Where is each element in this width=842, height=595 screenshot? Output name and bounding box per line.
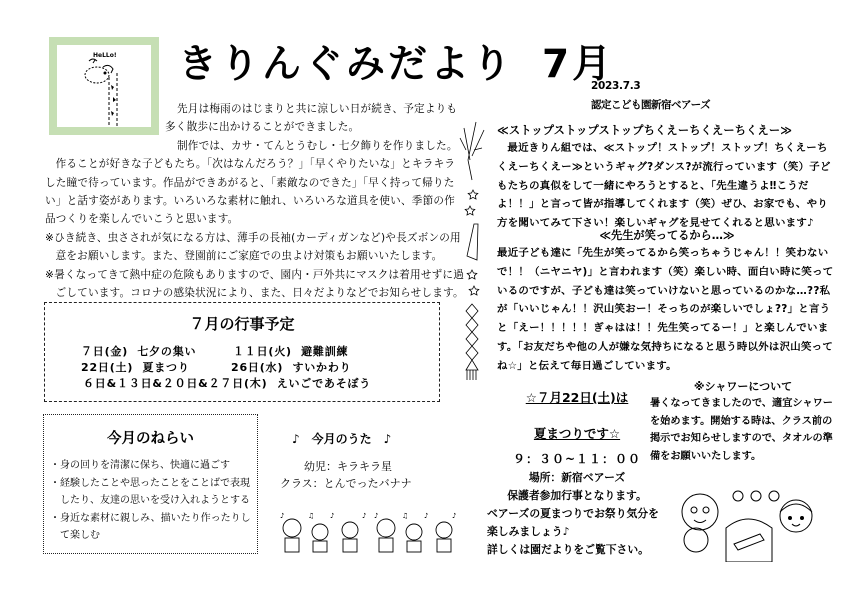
shower-notice	[650, 378, 836, 465]
event-item: １１日(火) 避難訓練	[233, 345, 349, 358]
festival-line: ベアーズの夏まつりでお祭り気分を	[487, 507, 659, 520]
svg-text:♪: ♪	[362, 512, 367, 520]
title-month: 7月	[542, 42, 615, 87]
festival-place: 場所：新宿ベアーズ	[528, 471, 626, 484]
tanabata-decoration	[458, 120, 488, 380]
festival-line: 楽しみましょう♪	[487, 525, 570, 538]
intro-note: ※ひき続き、虫さされが気になる方は、薄手の長袖(カーディガンなど)や長ズボンの用意をお願いします。また、登園前にご家庭での虫よけ対策もお願いいたします。	[45, 231, 461, 263]
event-item: 22日(土) 夏まつり	[81, 361, 190, 374]
intro-note: ※暑くなってきて熱中症の危険もありますので、園内・戸外共にマスクは着用せずに過ごしています。コロナの感染状況により、また、日々だよりなどでお知らせします。	[45, 268, 465, 300]
aim-item: ・ 身の回りを清潔に保ち、快適に過ごす	[50, 457, 255, 475]
summer-festival-notice	[487, 380, 667, 557]
children-singing-icon	[278, 510, 458, 554]
article-title: ≪ストップストップストップちくえーちくえーちくえー≫	[497, 124, 793, 137]
intro-line: 多く散歩に出かけることができました。	[165, 121, 360, 134]
svg-text:HeLLo!: HeLLo!	[93, 52, 117, 59]
children-festival-icon	[676, 488, 822, 562]
newsletter-title	[178, 40, 614, 90]
aim-item: ・ 経験したことや思ったことをことばで表現したり、友達の思いを受け入れようとする	[50, 475, 255, 510]
svg-text:♫: ♫	[402, 512, 409, 520]
intro-paragraph: 作ることが好きな子どもたち。「次はなんだろう？」「早くやりたいな」とキラキラした瞳で待っています。作品ができあがると、「素敵なのできた」「早く持って帰りたい」と話す姿があります。いろいろな素材に触れ、いろいろな道具を使い、季節の作品つくりを楽しんでいこうと思います。	[45, 158, 456, 226]
event-item: 26日(水) すいかわり	[231, 361, 352, 374]
festival-time: ９：３０~１１：００	[512, 452, 642, 466]
shower-body: 暑くなってきましたので、適宜シャワーを始めます。開始する時は、クラス前の掲示でお知らせしますので、タオルの準備をお願いいたします。	[650, 398, 833, 462]
svg-text:♪: ♪	[374, 512, 379, 520]
festival-line: 詳しくは園だよりをご覧下さい。	[487, 543, 649, 556]
svg-text:♪: ♪	[452, 512, 457, 520]
aims-list	[50, 457, 255, 545]
monthly-aims-box	[43, 414, 258, 554]
article-body: 最近きりん組では、≪ストップ！ストップ！ストップ！ちくえーちくえーちくえー≫というギャグ?ダンス?が流行っています（笑）子どもたちの真似をして一緒にやろうとすると、「先生違うよ‼こうだよ！！」と言って皆が指導してくれます（笑）ぜひ、お家でも、やり方を聞いてみて下さい！楽しいギャグを見せてくれると思います♪	[497, 142, 831, 230]
event-item: ７日(金) 七夕の集い	[81, 345, 197, 358]
article-title: ≪先生が笑ってるから…≫	[599, 229, 735, 242]
song-line: 幼児：キラキラ星	[304, 460, 392, 473]
event-item: ６日&１３日&２０日&２７日(木) えいごであそぼう	[83, 377, 372, 390]
song-line: クラス：とんでったバナナ	[280, 477, 412, 490]
svg-text:♪: ♪	[330, 512, 335, 520]
monthly-aims-title: 今月のねらい	[107, 431, 194, 447]
issue-date: 2023.7.3	[591, 80, 641, 92]
event-schedule-title: ７月の行事予定	[189, 315, 295, 333]
event-schedule-box	[44, 302, 440, 402]
bamboo-star-ornament-icon	[458, 120, 488, 380]
article-body: 最近子ども達に「先生が笑ってるから笑っちゃうじゃん！！笑わないで！！（ニヤニヤ)」と言われます（笑）楽しい時、面白い時に笑っているのですが、子ども達は笑っていけないと思っているのかな…??私が「いいじゃん！！沢山笑おー！そっちのが楽しいでしょ??」と言うと「えー！！！！！ぎゃはは！！先生笑ってるー！」と楽しんでいます。「お友だちや他の人が嫌な気持ちになると思う時以外は沢山笑ってね☆」と伝えて毎日過ごしています。	[497, 247, 834, 372]
svg-text:♪: ♪	[424, 512, 429, 520]
intro-line: 制作では、カサ・てんとうむし・七夕飾りを作りました。	[177, 139, 458, 152]
intro-line: 先月は梅雨のはじまりと共に涼しい日が続き、予定よりも	[177, 103, 458, 115]
festival-line: 保護者参加行事となります。	[507, 489, 647, 502]
monthly-song-title: ♪ 今月のうた ♪	[292, 432, 392, 446]
aim-item: ・ 身近な素材に親しみ、描いたり作ったりして楽しむ	[50, 510, 255, 545]
title-text: きりんぐみだより	[178, 42, 515, 87]
festival-heading: ☆７月22日(土)は	[525, 390, 629, 405]
shower-title: ※シャワーについて	[693, 380, 793, 393]
singing-children-illustration	[278, 510, 458, 554]
organization-name: 認定こども園新宿ベアーズ	[591, 99, 711, 111]
summer-festival-illustration	[676, 488, 822, 562]
intro-text	[45, 100, 465, 302]
svg-text:♫: ♫	[308, 512, 315, 520]
festival-heading: 夏まつりです☆	[533, 426, 621, 441]
svg-text:♪: ♪	[280, 512, 285, 520]
